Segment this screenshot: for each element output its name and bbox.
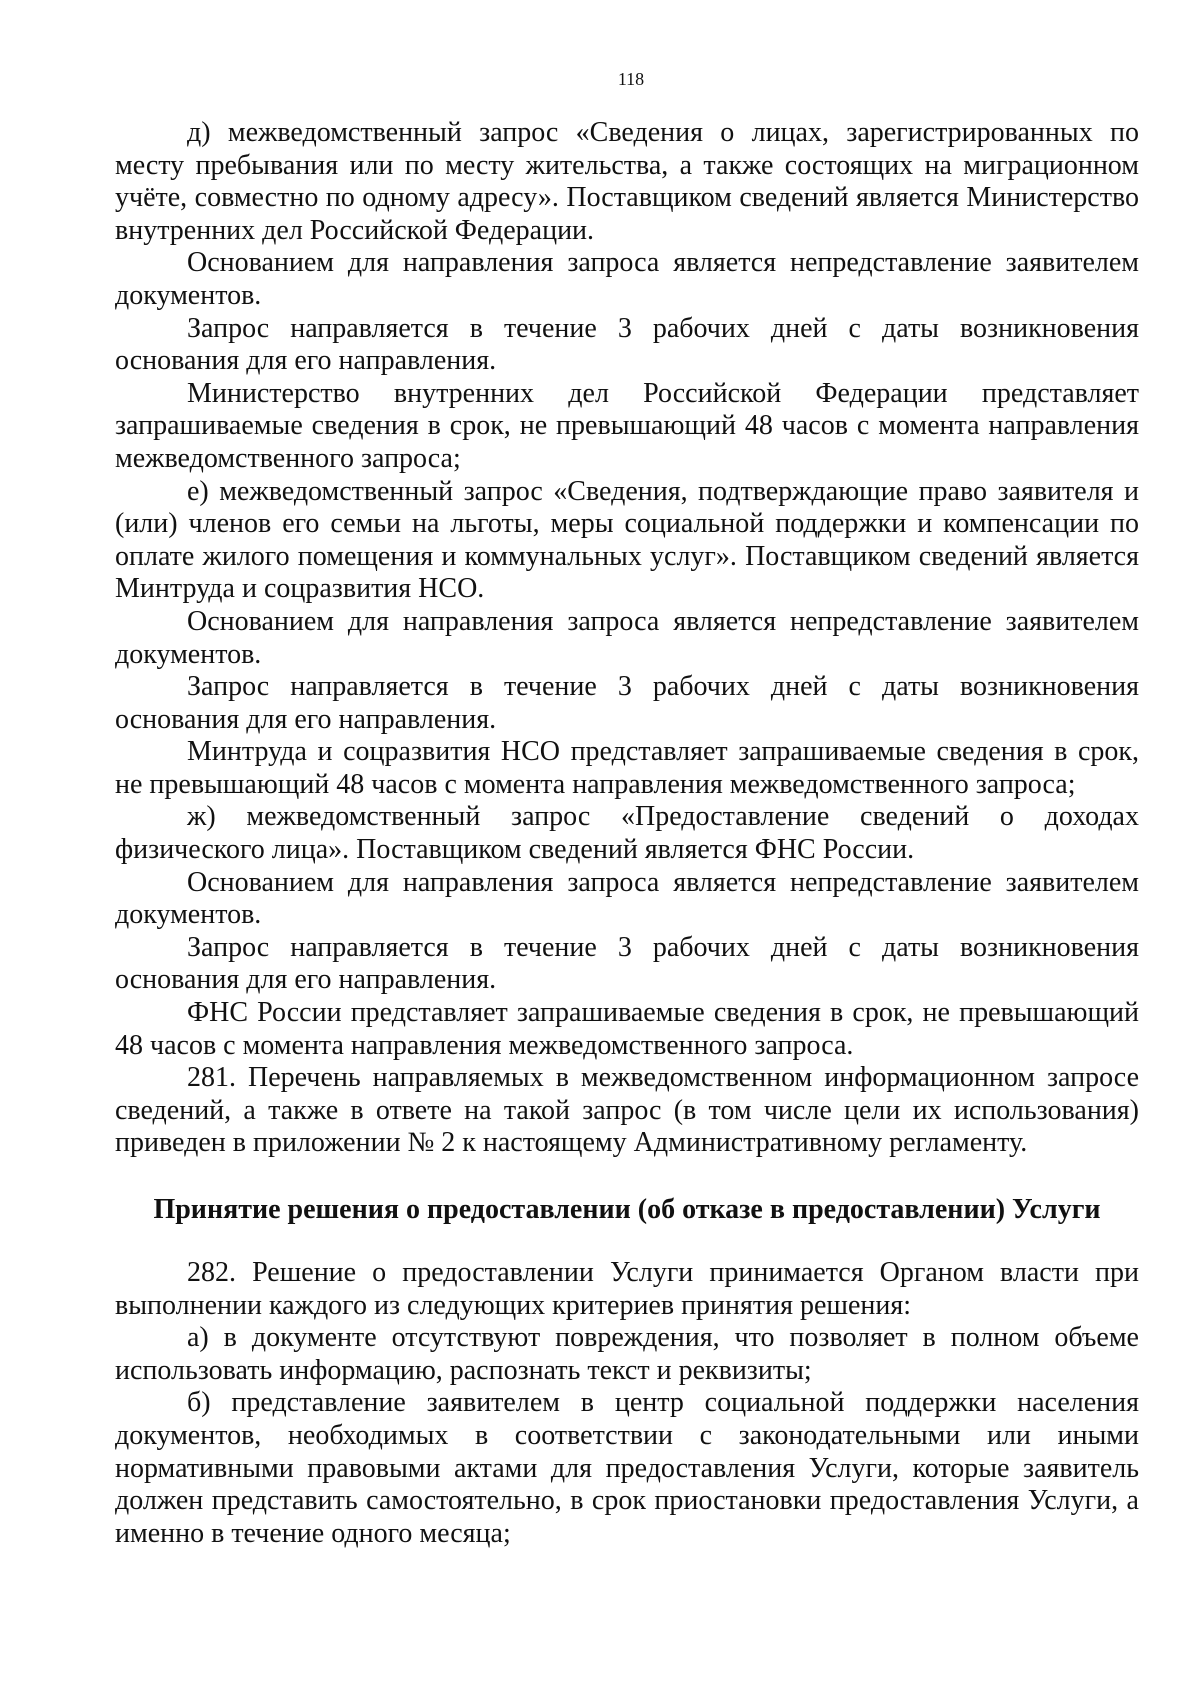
paragraph: а) в документе отсутствуют повреждения, что позволяет в полном объеме использовать информацию, распознать текст и реквизиты; [115,1322,1139,1386]
paragraph: Минтруда и соцразвития НСО представляет запрашиваемые сведения в срок, не превышающий 48 часов с момента направления межведомственного запроса; [115,736,1139,800]
paragraph: д) межведомственный запрос «Сведения о лицах, зарегистрированных по месту пребывания или по месту жительства, а также состоящих на миграционном учёте, совместно по одному адресу». Поставщиком сведений является Министерство внутренних дел Российской Федерации. [115,117,1139,246]
paragraph: ФНС России представляет запрашиваемые сведения в срок, не превышающий 48 часов с момента направления межведомственного запроса. [115,997,1139,1061]
paragraph: Основанием для направления запроса является непредставление заявителем документов. [115,247,1139,311]
paragraph: 281. Перечень направляемых в межведомственном информационном запросе сведений, а также в ответе на такой запрос (в том числе цели их использования) приведен в приложении № 2 к настоящему Административному регламенту. [115,1062,1139,1159]
document-body [115,117,1139,1550]
paragraph: е) межведомственный запрос «Сведения, подтверждающие право заявителя и (или) членов его семьи на льготы, меры социальной поддержки и компенсации по оплате жилого помещения и коммунальных услуг». Поставщиком сведений является Минтруда и соцразвития НСО. [115,475,1139,605]
page-number: 118 [617,69,645,89]
paragraph: Запрос направляется в течение 3 рабочих дней с даты возникновения основания для его направления. [115,931,1139,996]
paragraph: Запрос направляется в течение 3 рабочих дней с даты возникновения основания для его направления. [115,312,1139,377]
paragraph: б) представление заявителем в центр социальной поддержки населения документов, необходимых в соответствии с законодательными или иными нормативными правовыми актами для предоставления Услуги, которые заявитель должен представить самостоятельно, в срок приостановки предоставления Услуги, а именно в течение одного месяца; [115,1387,1139,1549]
paragraph: Основанием для направления запроса является непредставление заявителем документов. [115,866,1139,931]
paragraph: 282. Решение о предоставлении Услуги принимается Органом власти при выполнении каждого из следующих критериев принятия решения: [115,1257,1139,1321]
paragraph: Министерство внутренних дел Российской Федерации представляет запрашиваемые сведения в срок, не превышающий 48 часов с момента направления межведомственного запроса; [115,377,1139,474]
section-heading: Принятие решения о предоставлении (об отказе в предоставлении) Услуги [153,1194,1101,1225]
paragraph: ж) межведомственный запрос «Предоставление сведений о доходах физического лица». Поставщиком сведений является ФНС России. [115,801,1139,866]
paragraph: Основанием для направления запроса является непредставление заявителем документов. [115,605,1139,670]
paragraph: Запрос направляется в течение 3 рабочих дней с даты возникновения основания для его направления. [115,671,1139,735]
